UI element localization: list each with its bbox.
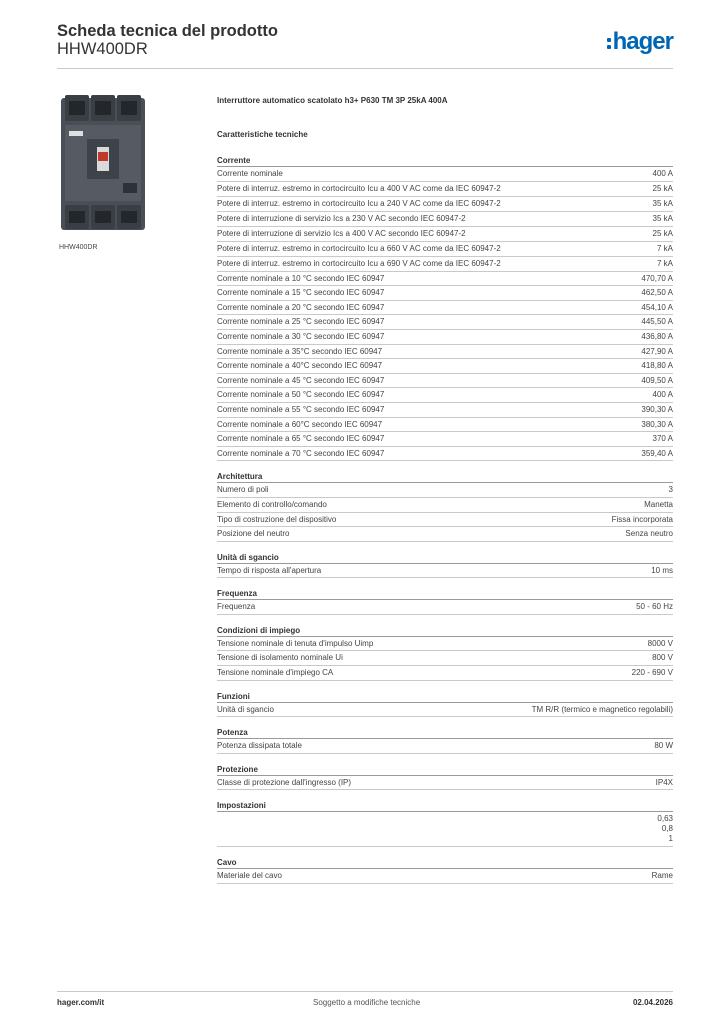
spec-value: 7 kA [656, 243, 673, 253]
spec-row [217, 513, 673, 528]
spec-section [217, 588, 673, 615]
section-title: Frequenza [217, 588, 673, 600]
spec-label: Corrente nominale a 25 °C secondo IEC 60947 [217, 317, 385, 327]
spec-row [217, 483, 673, 498]
spec-section [217, 764, 673, 791]
spec-row [217, 359, 673, 374]
spec-label: Corrente nominale a 60°C secondo IEC 60947 [217, 419, 383, 429]
spec-row [217, 227, 673, 242]
spec-label: Tipo di costruzione del dispositivo [217, 514, 337, 524]
section-title: Architettura [217, 471, 673, 483]
spec-value: 25 kA [652, 183, 673, 193]
spec-row [217, 272, 673, 287]
spec-value: 8000 V [647, 638, 673, 648]
spec-row [217, 432, 673, 447]
footer-website[interactable]: hager.com/it [57, 998, 105, 1007]
page-title: Scheda tecnica del prodotto [57, 22, 278, 40]
spec-row [217, 812, 673, 847]
section-title: Protezione [217, 764, 673, 776]
spec-label: Corrente nominale a 15 °C secondo IEC 60947 [217, 288, 385, 298]
spec-row [217, 403, 673, 418]
spec-section [217, 800, 673, 847]
logo-wordmark: hager [612, 28, 673, 55]
spec-label: Corrente nominale a 10 °C secondo IEC 60947 [217, 273, 385, 283]
product-image-caption: HHW400DR [59, 244, 98, 251]
spec-row [217, 637, 673, 652]
spec-label: Unità di sgancio [217, 704, 274, 714]
spec-row [217, 564, 673, 579]
spec-section [217, 727, 673, 754]
spec-row [217, 197, 673, 212]
spec-label: Elemento di controllo/comando [217, 499, 327, 509]
spec-row [217, 776, 673, 791]
spec-sections [217, 155, 673, 894]
spec-label: Frequenza [217, 602, 256, 612]
spec-value: 50 - 60 Hz [636, 602, 673, 612]
spec-row [217, 527, 673, 542]
spec-value: 0,63 [657, 814, 673, 824]
spec-row [217, 600, 673, 615]
spec-value-list [657, 814, 673, 844]
section-title: Impostazioni [217, 800, 673, 812]
spec-row [217, 301, 673, 316]
spec-row [217, 703, 673, 718]
spec-label: Corrente nominale a 65 °C secondo IEC 60947 [217, 434, 385, 444]
spec-value: IP4X [655, 777, 673, 787]
spec-value: 359,40 A [641, 448, 673, 458]
spec-value: 436,80 A [641, 331, 673, 341]
spec-value: 1 [668, 834, 673, 844]
spec-label: Tensione di isolamento nominale Ui [217, 653, 343, 663]
spec-row [217, 315, 673, 330]
spec-value: 470,70 A [641, 273, 673, 283]
footer-divider [57, 991, 673, 992]
spec-row [217, 447, 673, 462]
spec-label: Corrente nominale a 30 °C secondo IEC 60947 [217, 331, 385, 341]
spec-value: 10 ms [651, 565, 673, 575]
spec-value: 35 kA [652, 198, 673, 208]
spec-value: 400 A [652, 390, 673, 400]
spec-row [217, 869, 673, 884]
section-title: Corrente [217, 155, 673, 167]
spec-row [217, 374, 673, 389]
spec-value: 462,50 A [641, 288, 673, 298]
spec-label: Tensione nominale di tenuta d'impulso Uimp [217, 638, 374, 648]
spec-label: Corrente nominale [217, 169, 283, 178]
spec-value: Rame [651, 871, 673, 881]
spec-value: 220 - 690 V [631, 668, 673, 678]
spec-value: 418,80 A [641, 361, 673, 371]
spec-value: 3 [668, 485, 673, 495]
spec-label: Classe di protezione dall'ingresso (IP) [217, 777, 352, 787]
spec-row [217, 242, 673, 257]
spec-value: 35 kA [652, 213, 673, 223]
spec-label: Corrente nominale a 35°C secondo IEC 60947 [217, 346, 383, 356]
spec-label: Tensione nominale d'impiego CA [217, 668, 334, 678]
spec-value: 409,50 A [641, 375, 673, 385]
spec-section [217, 552, 673, 579]
spec-label: Corrente nominale a 20 °C secondo IEC 60947 [217, 302, 385, 312]
product-description: Interruttore automatico scatolato h3+ P630 TM 3P 25kA 400A [217, 96, 448, 105]
spec-row [217, 330, 673, 345]
spec-label: Potere di interruzione di servizio Ics a 230 V AC secondo IEC 60947-2 [217, 213, 466, 223]
section-title: Funzioni [217, 691, 673, 703]
spec-label: Materiale del cavo [217, 871, 282, 881]
spec-row [217, 212, 673, 227]
spec-row [217, 739, 673, 754]
spec-section [217, 857, 673, 884]
spec-value: Fissa incorporata [611, 514, 673, 524]
spec-value: 390,30 A [641, 404, 673, 414]
spec-row [217, 498, 673, 513]
spec-row [217, 388, 673, 403]
spec-row [217, 418, 673, 433]
footer-date: 02.04.2026 [632, 998, 673, 1007]
spec-label: Potere di interruz. estremo in cortocircuito Icu a 400 V AC come da IEC 60947-2 [217, 183, 501, 193]
spec-label [217, 814, 507, 844]
spec-label: Tempo di risposta all'apertura [217, 565, 322, 575]
spec-section [217, 691, 673, 718]
footer-note: Soggetto a modifiche tecniche [313, 998, 421, 1007]
spec-label: Potere di interruzione di servizio Ics a 400 V AC secondo IEC 60947-2 [217, 228, 466, 238]
product-code: HHW400DR [57, 40, 148, 58]
spec-value: 427,90 A [641, 346, 673, 356]
spec-value: 370 A [652, 434, 673, 444]
spec-value: TM R/R (termico e magnetico regolabili) [531, 704, 673, 714]
spec-value: 454,10 A [641, 302, 673, 312]
spec-label: Potere di interruz. estremo in cortocircuito Icu a 690 V AC come da IEC 60947-2 [217, 258, 501, 268]
spec-section [217, 471, 673, 541]
page-header [57, 20, 673, 72]
spec-value: 25 kA [652, 228, 673, 238]
spec-value: 445,50 A [641, 317, 673, 327]
spec-row [217, 345, 673, 360]
spec-label: Corrente nominale a 55 °C secondo IEC 60947 [217, 404, 385, 414]
spec-value: 0,8 [661, 824, 673, 834]
spec-label: Corrente nominale a 45 °C secondo IEC 60947 [217, 375, 385, 385]
hager-logo [607, 28, 673, 56]
spec-row [217, 167, 673, 182]
spec-label: Numero di poli [217, 485, 269, 495]
spec-row [217, 257, 673, 272]
section-title: Unità di sgancio [217, 552, 673, 564]
spec-row [217, 651, 673, 666]
spec-section [217, 625, 673, 681]
spec-value: 7 kA [656, 258, 673, 268]
spec-label: Potenza dissipata totale [217, 741, 302, 751]
section-title: Potenza [217, 727, 673, 739]
spec-value: 400 A [652, 169, 673, 178]
spec-label: Potere di interruz. estremo in cortocircuito Icu a 660 V AC come da IEC 60947-2 [217, 243, 501, 253]
spec-value: Senza neutro [625, 529, 673, 539]
spec-label: Potere di interruz. estremo in cortocircuito Icu a 240 V AC come da IEC 60947-2 [217, 198, 501, 208]
spec-value: Manetta [644, 499, 673, 509]
logo-dots-icon [607, 38, 611, 49]
spec-label: Corrente nominale a 70 °C secondo IEC 60947 [217, 448, 385, 458]
spec-row [217, 666, 673, 681]
spec-label: Corrente nominale a 50 °C secondo IEC 60947 [217, 390, 385, 400]
spec-row [217, 286, 673, 301]
header-divider [57, 68, 673, 69]
spec-label: Posizione del neutro [217, 529, 290, 539]
tech-characteristics-title: Caratteristiche tecniche [217, 130, 308, 139]
section-title: Cavo [217, 857, 673, 869]
spec-row [217, 182, 673, 197]
spec-value: 380,30 A [641, 419, 673, 429]
spec-section [217, 155, 673, 461]
spec-label: Corrente nominale a 40°C secondo IEC 60947 [217, 361, 383, 371]
spec-value: 800 V [652, 653, 673, 663]
section-title: Condizioni di impiego [217, 625, 673, 637]
product-image [59, 95, 147, 233]
spec-value: 80 W [654, 741, 673, 751]
